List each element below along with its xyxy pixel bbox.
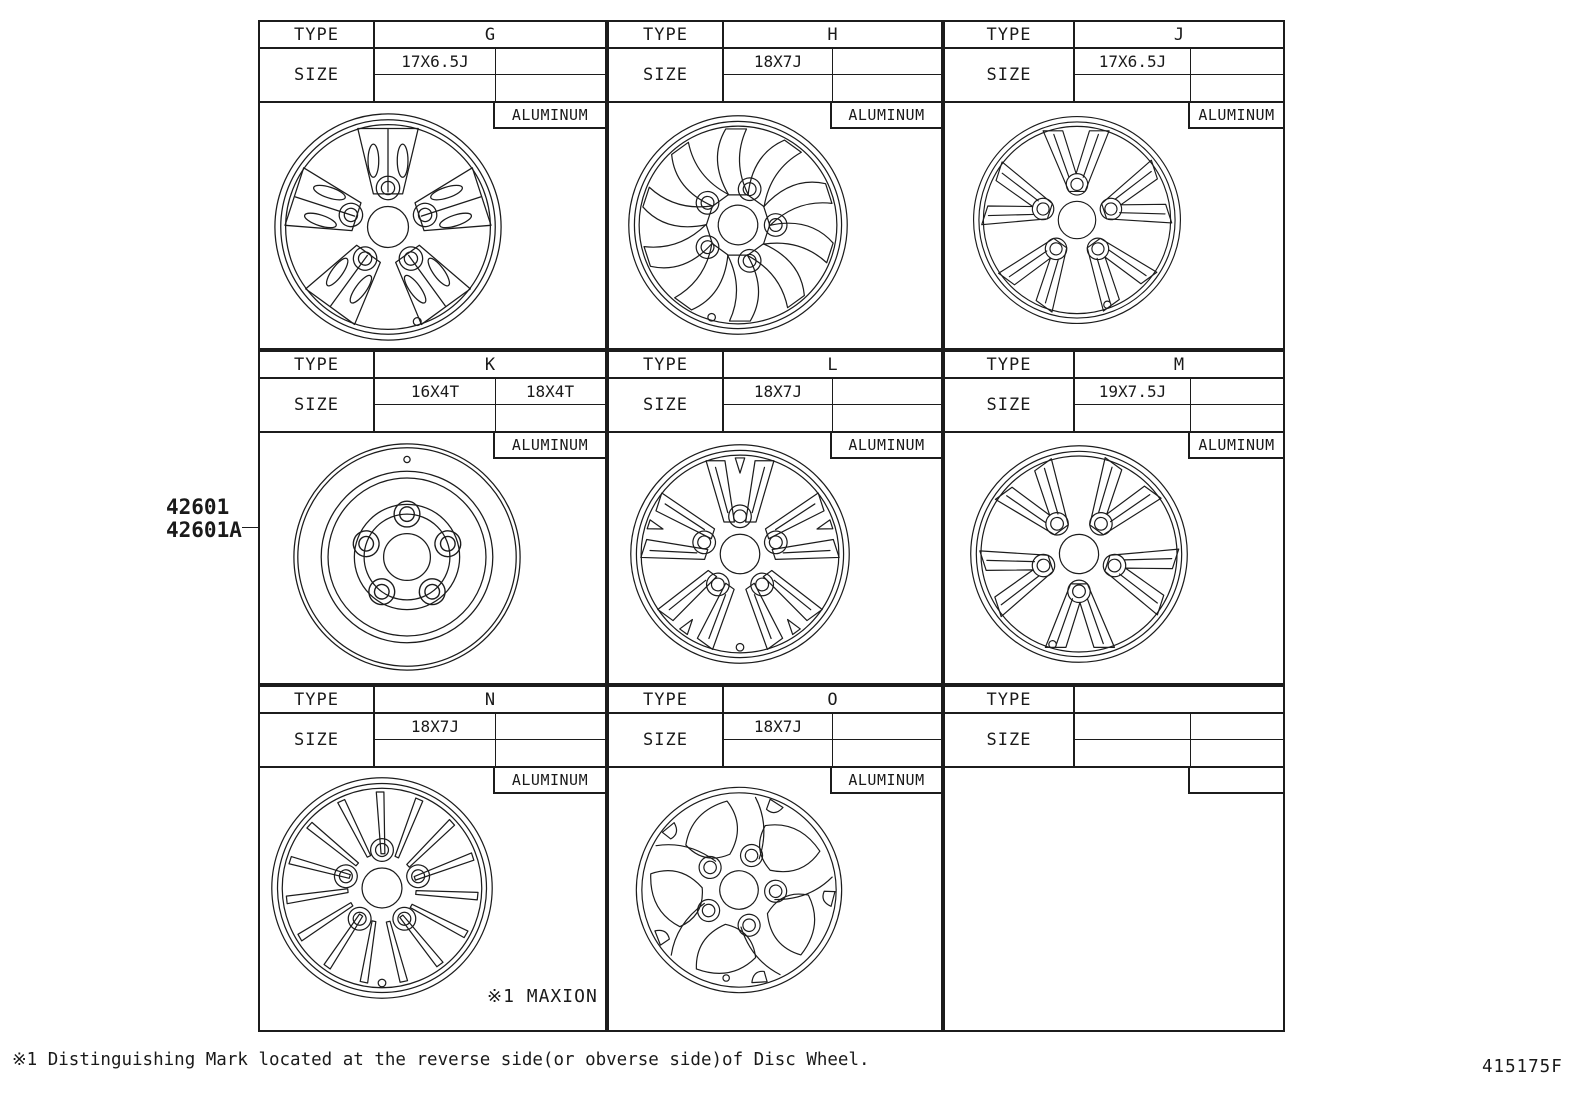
type-label: TYPE xyxy=(260,22,375,47)
document-number: 415175F xyxy=(1482,1057,1563,1077)
part-number-callout[interactable] xyxy=(166,496,242,542)
size-value-2 xyxy=(832,49,941,74)
wheel-illustration-g xyxy=(271,110,505,344)
type-value xyxy=(1075,687,1283,712)
size-divider-horizontal xyxy=(1075,739,1283,740)
size-value-1 xyxy=(1075,714,1190,739)
type-label: TYPE xyxy=(609,352,724,377)
type-label: TYPE xyxy=(609,22,724,47)
wheel-n-note: ※1 MAXION xyxy=(487,986,598,1007)
size-label: SIZE xyxy=(609,49,724,101)
material-badge: ALUMINUM xyxy=(830,103,941,129)
size-grid xyxy=(375,379,605,431)
size-grid xyxy=(1075,49,1283,101)
type-label: TYPE xyxy=(260,687,375,712)
panel-type-j xyxy=(943,20,1285,350)
panel-type-g xyxy=(258,20,607,350)
material-badge-empty xyxy=(1188,768,1283,794)
size-label: SIZE xyxy=(945,379,1075,431)
material-badge: ALUMINUM xyxy=(830,433,941,459)
panel-type-blank xyxy=(943,685,1285,1032)
wheel-illustration-j xyxy=(970,113,1184,327)
size-label: SIZE xyxy=(609,714,724,766)
type-row xyxy=(609,352,941,379)
size-grid xyxy=(375,714,605,766)
wheel-illustration-l xyxy=(627,441,853,667)
size-value-1: 18X7J xyxy=(410,717,460,736)
type-value: G xyxy=(484,24,496,45)
size-grid xyxy=(724,379,941,431)
type-row xyxy=(609,22,941,49)
panel-type-h xyxy=(607,20,943,350)
material-badge: ALUMINUM xyxy=(1188,433,1283,459)
type-label: TYPE xyxy=(609,687,724,712)
footnote: ※1 Distinguishing Mark located at the reverse side(or obverse side)of Disc Wheel. xyxy=(12,1050,870,1070)
type-value: H xyxy=(827,24,838,45)
type-label: TYPE xyxy=(945,687,1075,712)
type-row xyxy=(945,352,1283,379)
size-value-2 xyxy=(1190,49,1283,74)
material-badge: ALUMINUM xyxy=(493,768,605,794)
size-value-2: 18X4T xyxy=(525,382,575,401)
type-label: TYPE xyxy=(945,22,1075,47)
size-value-2 xyxy=(832,379,941,404)
type-value: O xyxy=(827,689,838,710)
size-value-2 xyxy=(1190,379,1283,404)
size-grid xyxy=(724,714,941,766)
size-value-1: 18X7J xyxy=(753,382,803,401)
wheel-cell xyxy=(945,101,1283,348)
size-value-1: 19X7.5J xyxy=(1098,382,1167,401)
size-value-2 xyxy=(495,714,605,739)
wheel-cell xyxy=(609,101,941,348)
size-value-1: 16X4T xyxy=(410,382,460,401)
size-label: SIZE xyxy=(260,714,375,766)
material-badge: ALUMINUM xyxy=(493,433,605,459)
panel-type-o xyxy=(607,685,943,1032)
size-label: SIZE xyxy=(260,379,375,431)
wheel-illustration-k-steel xyxy=(290,440,524,674)
size-label: SIZE xyxy=(945,714,1075,766)
size-grid xyxy=(724,49,941,101)
size-grid xyxy=(1075,379,1283,431)
type-row xyxy=(260,687,605,714)
size-value-1: 17X6.5J xyxy=(401,52,469,71)
wheel-illustration-o xyxy=(629,780,849,1000)
type-row xyxy=(609,687,941,714)
material-badge: ALUMINUM xyxy=(1188,103,1283,129)
type-label: TYPE xyxy=(260,352,375,377)
part-number-primary[interactable]: 42601 xyxy=(166,495,230,519)
wheel-illustration-n xyxy=(268,774,496,1002)
type-value: J xyxy=(1173,24,1185,45)
size-divider-horizontal xyxy=(375,404,605,405)
size-grid xyxy=(375,49,605,101)
panel-type-n xyxy=(258,685,607,1032)
type-row xyxy=(260,22,605,49)
wheel-cell xyxy=(609,431,941,683)
panel-type-k xyxy=(258,350,607,685)
wheel-illustration-h xyxy=(625,112,851,338)
type-row xyxy=(260,352,605,379)
type-label: TYPE xyxy=(945,352,1075,377)
part-number-secondary[interactable]: 42601A xyxy=(166,518,242,542)
wheel-cell xyxy=(609,766,941,1030)
size-grid xyxy=(1075,714,1283,766)
type-value: M xyxy=(1173,354,1185,375)
wheel-cell xyxy=(260,431,605,683)
material-badge: ALUMINUM xyxy=(493,103,605,129)
size-label: SIZE xyxy=(945,49,1075,101)
wheel-cell xyxy=(260,101,605,348)
size-divider-horizontal xyxy=(1075,404,1283,405)
size-value-1: 18X7J xyxy=(753,52,803,71)
size-value-2 xyxy=(1190,714,1283,739)
empty-cell xyxy=(945,766,1283,1030)
size-divider-horizontal xyxy=(375,739,605,740)
size-divider-horizontal xyxy=(375,74,605,75)
type-value: K xyxy=(484,354,496,375)
material-badge: ALUMINUM xyxy=(830,768,941,794)
type-row xyxy=(945,22,1283,49)
callout-leader-line xyxy=(242,527,259,528)
type-row xyxy=(945,687,1283,714)
panel-type-m xyxy=(943,350,1285,685)
size-value-2 xyxy=(832,714,941,739)
size-value-1: 18X7J xyxy=(753,717,803,736)
size-divider-horizontal xyxy=(1075,74,1283,75)
wheel-illustration-m xyxy=(967,442,1191,666)
wheel-cell xyxy=(945,431,1283,683)
type-value: L xyxy=(827,354,838,375)
type-value: N xyxy=(484,689,496,710)
size-value-2 xyxy=(495,49,605,74)
size-label: SIZE xyxy=(260,49,375,101)
panel-type-l xyxy=(607,350,943,685)
size-label: SIZE xyxy=(609,379,724,431)
size-value-1: 17X6.5J xyxy=(1098,52,1167,71)
